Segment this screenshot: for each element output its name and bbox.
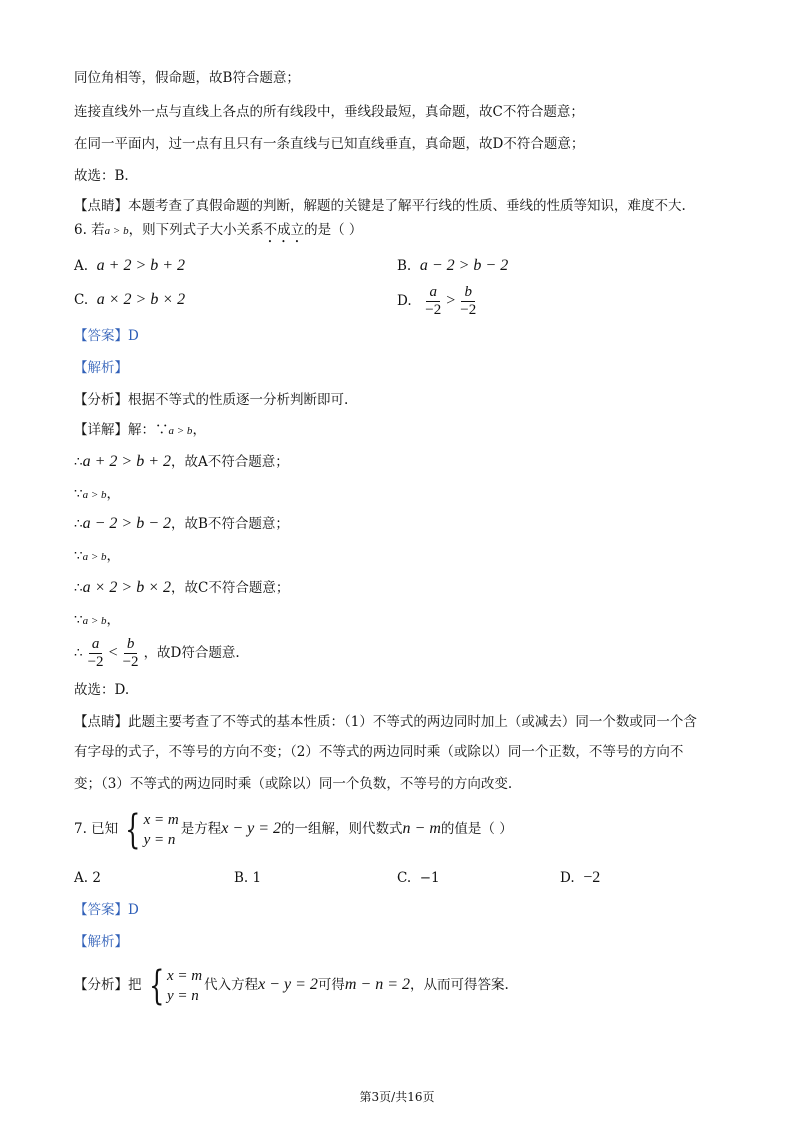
since-line: ∵a > b， [74, 612, 121, 628]
option-b: B. a − 2 > b − 2 [397, 257, 509, 274]
step-line: ∴a + 2 > b + 2，故A不符合题意； [74, 453, 289, 470]
text-line: 在同一平面内，过一点有且只有一条直线与已知直线垂直，真命题，故D不符合题意； [74, 136, 585, 152]
answer-label: 【答案】D [74, 328, 139, 344]
since-line: ∵a > b， [74, 486, 121, 502]
emphasis-text: 不成立 [263, 222, 305, 238]
equation-system: { x = m y = n [148, 962, 203, 1009]
analysis-text: 【分析】把 { x = m y = n 代入方程x − y = 2可得m − n = 2，从而可得答案. [74, 962, 509, 1009]
question-7: 7. 已知 { x = m y = n 是方程x − y = 2的一组解，则代数式n − m的值是（ ） [74, 806, 513, 853]
step-line: ∴ $\frac{a}{-2}$ < $\frac{b}{-2}$ ，故D符合题意. [74, 636, 240, 670]
question-6: 6. 若a > b，则下列式子大小关系不成立的是（ ） [74, 222, 363, 238]
option-d: D. −2 [560, 869, 601, 886]
step-line: ∴a − 2 > b − 2，故B不符合题意； [74, 515, 289, 532]
page-footer: 第3页/共16页 [359, 1090, 435, 1104]
analysis-label: 【解析】 [74, 360, 128, 376]
option-c: C. −1 [397, 870, 440, 886]
note-line: 【点睛】本题考查了真假命题的判断，解题的关键是了解平行线的性质、垂线的性质等知识，难度不大. [74, 198, 686, 214]
option-b: B. 1 [234, 870, 262, 886]
option-d: D. $\frac{a}{-2}$ > $\frac{b}{-2}$ [397, 284, 477, 318]
text-line: 故选：B. [74, 168, 129, 184]
option-a: A. 2 [74, 870, 101, 886]
option-c: C. a × 2 > b × 2 [74, 291, 186, 308]
text-line: 连接直线外一点与直线上各点的所有线段中，垂线段最短，真命题，故C不符合题意； [74, 104, 584, 120]
option-a: A. a + 2 > b + 2 [74, 257, 186, 274]
step-line: ∴a × 2 > b × 2，故C不符合题意； [74, 579, 290, 596]
note-line: 【点睛】此题主要考查了不等式的基本性质：（1）不等式的两边同时加上（或减去）同一个数或同一个含 [74, 714, 697, 730]
choose-line: 故选：D. [74, 682, 130, 698]
note-line: 变；（3）不等式的两边同时乘（或除以）同一个负数，不等号的方向改变. [74, 776, 513, 792]
text-line: 同位角相等，假命题，故B符合题意； [74, 70, 300, 86]
note-line: 有字母的式子，不等号的方向不变；（2）不等式的两边同时乘（或除以）同一个正数，不等号的方向不 [74, 744, 684, 760]
answer-label: 【答案】D [74, 902, 139, 918]
analysis-label: 【解析】 [74, 934, 128, 950]
analysis-text: 【分析】根据不等式的性质逐一分析判断即可. [74, 392, 349, 408]
equation-system: { x = m y = n [125, 806, 179, 853]
detail-line: 【详解】解：∵a > b， [74, 422, 206, 438]
since-line: ∵a > b， [74, 548, 121, 564]
